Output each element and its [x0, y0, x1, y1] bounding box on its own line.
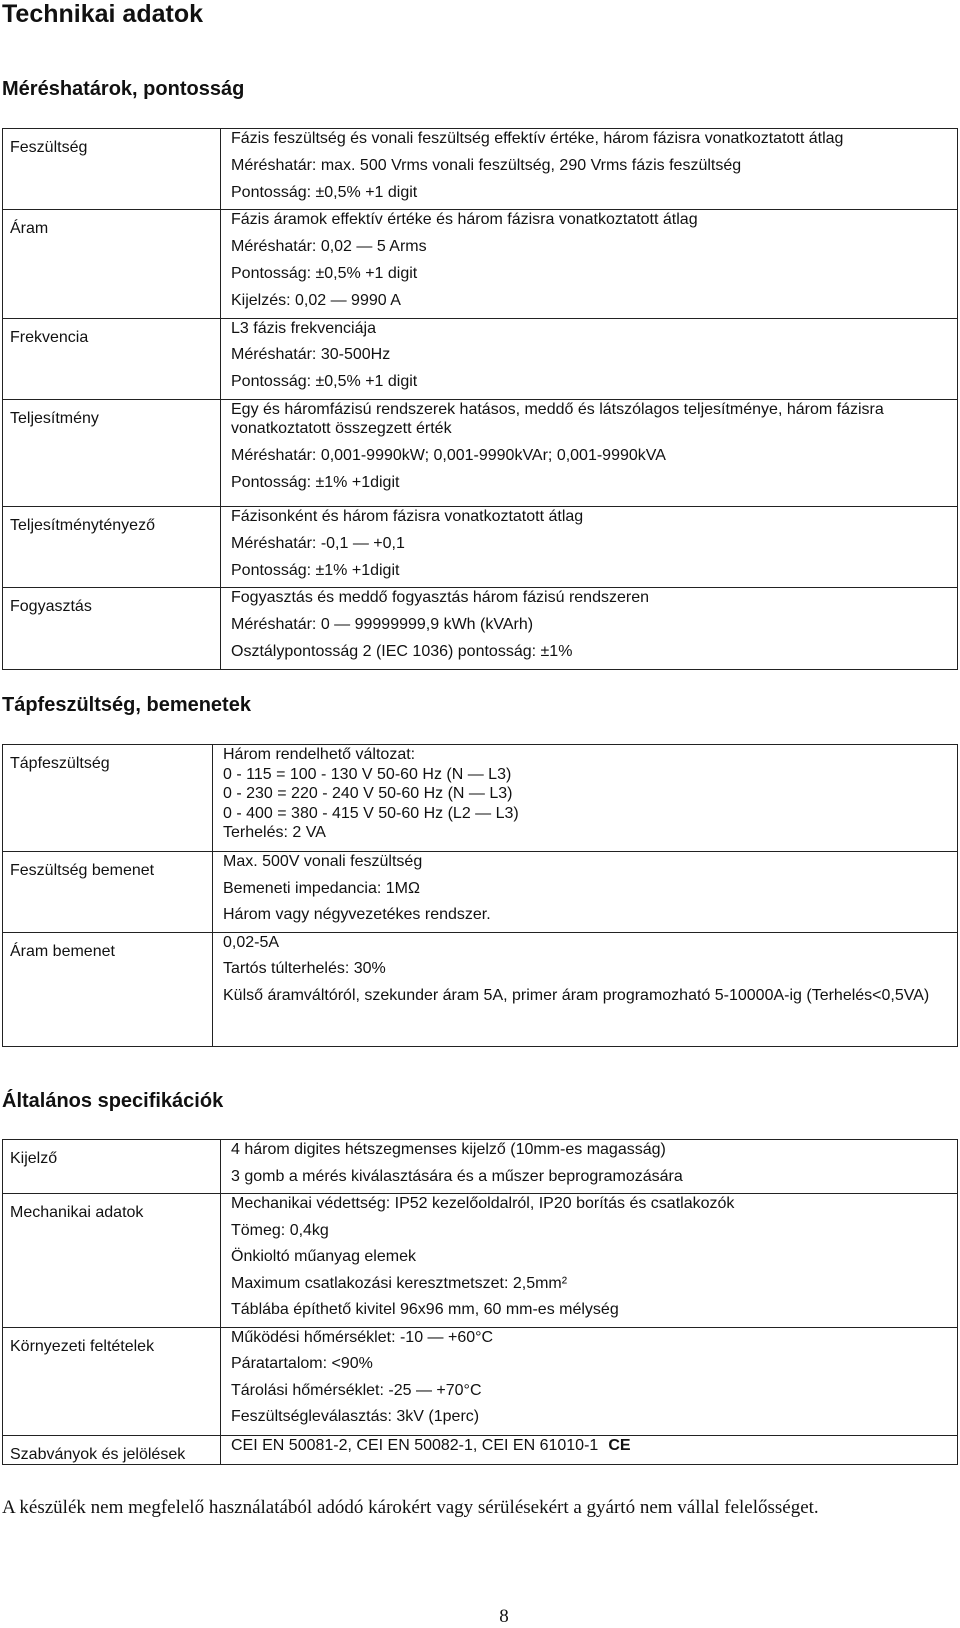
description-line: 0 - 230 = 220 - 240 V 50-60 Hz (N — L3) — [223, 785, 513, 802]
row-description — [221, 588, 958, 669]
description-line: Feszültségleválasztás: 3kV (1perc) — [231, 1408, 480, 1425]
page-title: Technikai adatok — [2, 0, 203, 28]
row-label: Feszültség — [3, 129, 221, 210]
row-description — [213, 745, 958, 852]
row-description — [221, 1435, 958, 1464]
description-line: Külső áramváltóról, szekunder áram 5A, primer áram programozható 5-10000A-ig (Terhelés<0,5VA) — [223, 986, 930, 1004]
spec-table — [2, 128, 958, 670]
description-line: Működési hőmérséklet: -10 — +60°C — [231, 1328, 494, 1346]
table-row — [3, 1194, 958, 1328]
table-row — [3, 399, 958, 506]
description-line: Méréshatár: max. 500 Vrms vonali feszültség, 290 Vrms fázis feszültség — [231, 156, 742, 174]
description-line: 0 - 400 = 380 - 415 V 50-60 Hz (L2 — L3) — [223, 804, 519, 822]
ce-mark: CE — [608, 1436, 631, 1454]
row-label: Feszültség bemenet — [3, 852, 213, 933]
row-label: Kijelző — [3, 1140, 221, 1194]
table-row — [3, 852, 958, 933]
table-row — [3, 745, 958, 852]
footer-note: A készülék nem megfelelő használatából adódó károkért vagy sérülésekért a gyártó nem vállal felelősséget. — [2, 1497, 819, 1518]
row-description — [221, 1327, 958, 1435]
description-line: 4 három digites hétszegmenses kijelző (10mm-es magasság) — [231, 1141, 666, 1158]
section-title: Tápfeszültség, bemenetek — [2, 694, 251, 716]
page-number: 8 — [499, 1606, 509, 1627]
row-label: Frekvencia — [3, 318, 221, 399]
description-line: Páratartalom: <90% — [231, 1355, 373, 1372]
description-line: Egy és háromfázisú rendszerek hatásos, meddő és látszólagos teljesítménye, három fázisra vonatkoztatott összegzett érték — [231, 400, 884, 437]
description-line: Méréshatár: 0,02 — 5 Arms — [231, 238, 427, 256]
description-line: Tömeg: 0,4kg — [231, 1221, 329, 1239]
row-label: Fogyasztás — [3, 588, 221, 669]
row-label: Teljesítmény — [3, 399, 221, 506]
description-line: Tárolási hőmérséklet: -25 — +70°C — [231, 1381, 482, 1399]
spec-table — [2, 744, 958, 1047]
description-line: Tartós túlterhelés: 30% — [223, 960, 386, 977]
row-description — [221, 1194, 958, 1328]
table-row — [3, 1435, 958, 1464]
row-label: Mechanikai adatok — [3, 1194, 221, 1328]
description-line: Méréshatár: 0,001-9990kW; 0,001-9990kVAr; 0,001-9990kVA — [231, 446, 666, 464]
row-label: Környezeti feltételek — [3, 1327, 221, 1435]
description-line: Pontosság: ±0,5% +1 digit — [231, 373, 418, 391]
section-title: Általános specifikációk — [2, 1090, 224, 1112]
description-line: Kijelzés: 0,02 — 9990 A — [231, 291, 401, 309]
description-line: Fázisonként és három fázisra vonatkoztatott átlag — [231, 507, 584, 525]
table-row — [3, 1327, 958, 1435]
row-description — [221, 399, 958, 506]
row-description — [221, 506, 958, 587]
description-line: Pontosság: ±0,5% +1 digit — [231, 183, 418, 201]
description-line: Táblába építhető kivitel 96x96 mm, 60 mm-es mélység — [231, 1301, 619, 1318]
description-line: Pontosság: ±0,5% +1 digit — [231, 264, 418, 282]
row-description — [213, 932, 958, 1046]
description-line: Fázis áramok effektív értéke és három fázisra vonatkoztatott átlag — [231, 211, 698, 229]
description-line: Méréshatár: 30-500Hz — [231, 346, 391, 364]
table-row — [3, 932, 958, 1046]
description-line: Pontosság: ±1% +1digit — [231, 561, 400, 579]
table-row — [3, 1140, 958, 1194]
description-line: Méréshatár: 0 — 99999999,9 kWh (kVArh) — [231, 616, 534, 634]
description-line: Fázis feszültség és vonali feszültség effektív értéke, három fázisra vonatkoztatott átlag — [231, 130, 844, 147]
table-row — [3, 318, 958, 399]
description-line: Fogyasztás és meddő fogyasztás három fázisú rendszeren — [231, 589, 649, 607]
description-line: Önkioltó műanyag elemek — [231, 1248, 416, 1265]
description-line: Mechanikai védettség: IP52 kezelőoldalról, IP20 borítás és csatlakozók — [231, 1195, 735, 1212]
description-line: Pontosság: ±1% +1digit — [231, 473, 400, 491]
description-line: Három vagy négyvezetékes rendszer. — [223, 906, 491, 923]
section-title: Méréshatárok, pontosság — [2, 78, 245, 100]
row-label: Tápfeszültség — [3, 745, 213, 852]
table-row — [3, 588, 958, 669]
row-description — [221, 210, 958, 318]
description-line: Maximum csatlakozási keresztmetszet: 2,5mm² — [231, 1274, 568, 1292]
row-description — [213, 852, 958, 933]
description-line: Terhelés: 2 VA — [223, 824, 326, 841]
description-line: L3 fázis frekvenciája — [231, 319, 376, 337]
table-row — [3, 210, 958, 318]
description-line: Három rendelhető változat: — [223, 746, 416, 763]
description-line: 0 - 115 = 100 - 130 V 50-60 Hz (N — L3) — [223, 765, 512, 783]
row-label: Áram bemenet — [3, 932, 213, 1046]
description-line: Bemeneti impedancia: 1MΩ — [223, 879, 420, 897]
row-description — [221, 318, 958, 399]
description-line: 3 gomb a mérés kiválasztására és a műszer beprogramozására — [231, 1167, 683, 1185]
description-line: 0,02-5A — [223, 933, 280, 951]
table-row — [3, 506, 958, 587]
row-description — [221, 129, 958, 210]
table-row — [3, 129, 958, 210]
description-line: Méréshatár: -0,1 — +0,1 — [231, 534, 405, 552]
row-label: Szabványok és jelölések — [3, 1435, 221, 1464]
row-label: Teljesítménytényező — [3, 506, 221, 587]
description-line: Max. 500V vonali feszültség — [223, 853, 423, 870]
description-line: Osztálypontosság 2 (IEC 1036) pontosság: ±1% — [231, 642, 573, 660]
row-description — [221, 1140, 958, 1194]
spec-table — [2, 1139, 958, 1465]
description-line: CEI EN 50081-2, CEI EN 50082-1, CEI EN 61010-1 — [231, 1436, 599, 1454]
row-label: Áram — [3, 210, 221, 318]
